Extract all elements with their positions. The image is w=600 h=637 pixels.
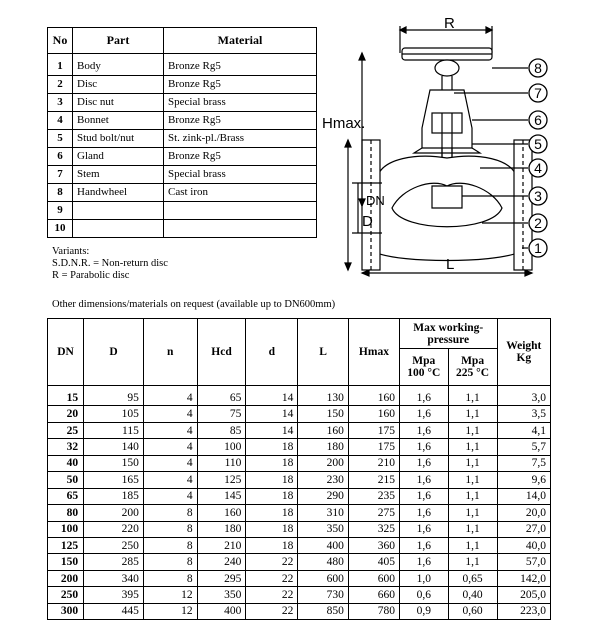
parts-cell-part: Handwheel xyxy=(73,184,164,202)
cell-n: 4 xyxy=(143,406,197,422)
cell-hcd: 145 xyxy=(197,488,246,504)
dimension-row xyxy=(48,570,551,586)
cell-n: 8 xyxy=(143,521,197,537)
r-arrow-right xyxy=(486,27,492,33)
header-mpa-2: Mpa xyxy=(461,355,485,367)
cell-d: 18 xyxy=(246,455,298,471)
cell-hmax: 780 xyxy=(348,603,399,619)
cell-mpa-225: 1,1 xyxy=(448,422,497,438)
parts-header-part: Part xyxy=(73,28,164,54)
cell-l: 230 xyxy=(298,472,349,488)
cell-l: 730 xyxy=(298,587,349,603)
cell-d-outer: 105 xyxy=(84,406,144,422)
parts-cell-material: Bronze Rg5 xyxy=(164,112,317,130)
dimension-row xyxy=(48,422,551,438)
cell-hmax: 600 xyxy=(348,570,399,586)
cell-l: 180 xyxy=(298,439,349,455)
parts-cell-no: 2 xyxy=(48,76,73,94)
header-mpa-1: Mpa xyxy=(412,355,436,367)
parts-cell-material: Bronze Rg5 xyxy=(164,54,317,76)
parts-cell-part: Disc xyxy=(73,76,164,94)
parts-cell-part: Stem xyxy=(73,166,164,184)
cell-mpa-225: 1,1 xyxy=(448,439,497,455)
label-hmax: Hmax. xyxy=(322,115,366,132)
cell-d: 22 xyxy=(246,554,298,570)
cell-hmax: 235 xyxy=(348,488,399,504)
header-temp-225-label: 225 °C xyxy=(456,367,490,379)
cell-hmax: 175 xyxy=(348,439,399,455)
callout-label-2: 2 xyxy=(534,215,542,231)
cell-dn: 300 xyxy=(48,603,84,619)
cell-mpa-225: 1,1 xyxy=(448,521,497,537)
dimension-row xyxy=(48,472,551,488)
cell-dn: 65 xyxy=(48,488,84,504)
cell-d-outer: 445 xyxy=(84,603,144,619)
cell-dn: 20 xyxy=(48,406,84,422)
parts-cell-material: Cast iron xyxy=(164,184,317,202)
r-arrow-left xyxy=(400,27,406,33)
cell-mpa-225: 1,1 xyxy=(448,386,497,406)
header-weight xyxy=(497,319,550,386)
callout-label-3: 3 xyxy=(534,188,542,204)
cell-weight: 205,0 xyxy=(497,587,550,603)
cell-weight: 40,0 xyxy=(497,537,550,553)
cell-d: 22 xyxy=(246,587,298,603)
cell-d-outer: 185 xyxy=(84,488,144,504)
parts-cell-part: Gland xyxy=(73,148,164,166)
cell-hcd: 240 xyxy=(197,554,246,570)
cell-hcd: 180 xyxy=(197,521,246,537)
parts-cell-no: 3 xyxy=(48,94,73,112)
cell-mpa-100: 1,6 xyxy=(399,505,448,521)
cell-dn: 25 xyxy=(48,422,84,438)
parts-cell-part: Stud bolt/nut xyxy=(73,130,164,148)
cell-n: 8 xyxy=(143,505,197,521)
cell-mpa-225: 1,1 xyxy=(448,406,497,422)
cell-d: 18 xyxy=(246,537,298,553)
cell-mpa-100: 0,6 xyxy=(399,587,448,603)
cell-hcd: 400 xyxy=(197,603,246,619)
cell-d-outer: 250 xyxy=(84,537,144,553)
cell-weight: 4,1 xyxy=(497,422,550,438)
cell-n: 4 xyxy=(143,455,197,471)
callout-label-5: 5 xyxy=(534,136,542,152)
callout-label-7: 7 xyxy=(534,85,542,101)
parts-table-body xyxy=(48,54,317,238)
parts-cell-material: Bronze Rg5 xyxy=(164,76,317,94)
dimension-row xyxy=(48,505,551,521)
label-dn: DN xyxy=(366,193,385,208)
cell-mpa-100: 1,6 xyxy=(399,537,448,553)
cell-n: 4 xyxy=(143,472,197,488)
cell-dn: 15 xyxy=(48,386,84,406)
cell-n: 4 xyxy=(143,422,197,438)
parts-header-no: No xyxy=(48,28,73,54)
parts-row xyxy=(48,166,317,184)
cell-d: 14 xyxy=(246,386,298,406)
cell-d: 18 xyxy=(246,505,298,521)
header-temp-100 xyxy=(399,349,448,386)
cell-mpa-100: 1,6 xyxy=(399,488,448,504)
parts-cell-part xyxy=(73,220,164,238)
cell-n: 8 xyxy=(143,537,197,553)
cell-dn: 32 xyxy=(48,439,84,455)
parts-row xyxy=(48,202,317,220)
cell-d: 22 xyxy=(246,570,298,586)
parts-cell-material xyxy=(164,202,317,220)
dimension-row xyxy=(48,488,551,504)
cell-d-outer: 165 xyxy=(84,472,144,488)
cell-hcd: 85 xyxy=(197,422,246,438)
header-pressure-line-1: Max working- xyxy=(413,321,484,334)
parts-cell-material xyxy=(164,220,317,238)
cell-hmax: 660 xyxy=(348,587,399,603)
cell-hcd: 210 xyxy=(197,537,246,553)
cell-l: 480 xyxy=(298,554,349,570)
cell-l: 130 xyxy=(298,386,349,406)
label-d: D xyxy=(362,213,373,230)
cell-mpa-225: 1,1 xyxy=(448,537,497,553)
callout-label-1: 1 xyxy=(534,240,542,256)
dimension-row xyxy=(48,439,551,455)
header-temp-225 xyxy=(448,349,497,386)
parts-cell-material: Special brass xyxy=(164,94,317,112)
parts-row xyxy=(48,76,317,94)
cell-l: 160 xyxy=(298,422,349,438)
cell-l: 290 xyxy=(298,488,349,504)
cell-hmax: 275 xyxy=(348,505,399,521)
cell-d-outer: 395 xyxy=(84,587,144,603)
cell-mpa-100: 1,6 xyxy=(399,406,448,422)
parts-row xyxy=(48,112,317,130)
parts-cell-part: Disc nut xyxy=(73,94,164,112)
parts-cell-no: 5 xyxy=(48,130,73,148)
variants-line-2: R = Parabolic disc xyxy=(52,270,130,281)
cell-l: 850 xyxy=(298,603,349,619)
parts-cell-no: 7 xyxy=(48,166,73,184)
cell-dn: 50 xyxy=(48,472,84,488)
cell-mpa-225: 0,60 xyxy=(448,603,497,619)
cell-hcd: 350 xyxy=(197,587,246,603)
header-temp-100-label: 100 °C xyxy=(407,367,441,379)
header-dn: DN xyxy=(48,319,84,386)
dimension-table xyxy=(47,318,551,620)
cell-hcd: 295 xyxy=(197,570,246,586)
header-weight-line-2: Kg xyxy=(516,352,532,364)
cell-d-outer: 140 xyxy=(84,439,144,455)
header-hcd: Hcd xyxy=(197,319,246,386)
cell-hmax: 405 xyxy=(348,554,399,570)
dimension-row xyxy=(48,406,551,422)
cell-n: 12 xyxy=(143,603,197,619)
valve-diagram xyxy=(322,18,554,280)
cell-d: 18 xyxy=(246,521,298,537)
parts-cell-material: Bronze Rg5 xyxy=(164,148,317,166)
parts-row xyxy=(48,184,317,202)
cell-l: 350 xyxy=(298,521,349,537)
dimension-row xyxy=(48,554,551,570)
cell-weight: 20,0 xyxy=(497,505,550,521)
parts-row xyxy=(48,148,317,166)
cell-d-outer: 220 xyxy=(84,521,144,537)
cell-hcd: 110 xyxy=(197,455,246,471)
parts-row xyxy=(48,220,317,238)
parts-cell-no: 10 xyxy=(48,220,73,238)
cell-mpa-225: 0,40 xyxy=(448,587,497,603)
cell-l: 150 xyxy=(298,406,349,422)
dimension-row xyxy=(48,587,551,603)
cell-mpa-225: 1,1 xyxy=(448,554,497,570)
dimensions-note: Other dimensions/materials on request (available up to DN600mm) xyxy=(52,299,336,310)
parts-cell-part xyxy=(73,202,164,220)
cell-mpa-225: 1,1 xyxy=(448,455,497,471)
cell-d-outer: 115 xyxy=(84,422,144,438)
cell-weight: 9,6 xyxy=(497,472,550,488)
cell-mpa-100: 1,6 xyxy=(399,439,448,455)
dimension-row xyxy=(48,521,551,537)
cell-n: 4 xyxy=(143,488,197,504)
cell-d: 14 xyxy=(246,406,298,422)
cell-weight: 142,0 xyxy=(497,570,550,586)
parts-cell-material: St. zink-pl./Brass xyxy=(164,130,317,148)
parts-cell-no: 8 xyxy=(48,184,73,202)
parts-cell-no: 1 xyxy=(48,54,73,76)
variants-title: Variants: xyxy=(52,246,90,257)
cell-weight: 3,0 xyxy=(497,386,550,406)
cell-weight: 27,0 xyxy=(497,521,550,537)
parts-row xyxy=(48,130,317,148)
cell-n: 4 xyxy=(143,439,197,455)
cell-weight: 5,7 xyxy=(497,439,550,455)
cell-dn: 250 xyxy=(48,587,84,603)
cell-dn: 40 xyxy=(48,455,84,471)
callout-label-4: 4 xyxy=(534,160,542,176)
cell-hcd: 75 xyxy=(197,406,246,422)
parts-cell-no: 6 xyxy=(48,148,73,166)
cell-mpa-225: 0,65 xyxy=(448,570,497,586)
cell-l: 200 xyxy=(298,455,349,471)
cell-dn: 200 xyxy=(48,570,84,586)
cell-mpa-225: 1,1 xyxy=(448,488,497,504)
parts-cell-no: 9 xyxy=(48,202,73,220)
cell-hmax: 160 xyxy=(348,386,399,406)
cell-weight: 14,0 xyxy=(497,488,550,504)
cell-mpa-100: 1,6 xyxy=(399,554,448,570)
cell-mpa-100: 1,6 xyxy=(399,422,448,438)
cell-l: 310 xyxy=(298,505,349,521)
cell-weight: 223,0 xyxy=(497,603,550,619)
cell-l: 400 xyxy=(298,537,349,553)
cell-mpa-225: 1,1 xyxy=(448,472,497,488)
header-pressure-group xyxy=(399,319,497,349)
cell-mpa-100: 1,6 xyxy=(399,521,448,537)
cell-weight: 3,5 xyxy=(497,406,550,422)
header-d-outer: D xyxy=(84,319,144,386)
header-weight-line-1: Weight xyxy=(506,340,542,352)
cell-hmax: 360 xyxy=(348,537,399,553)
cell-mpa-225: 1,1 xyxy=(448,505,497,521)
cell-dn: 125 xyxy=(48,537,84,553)
parts-row xyxy=(48,94,317,112)
cell-n: 8 xyxy=(143,570,197,586)
cell-d: 14 xyxy=(246,422,298,438)
cell-hcd: 100 xyxy=(197,439,246,455)
cell-hmax: 175 xyxy=(348,422,399,438)
cell-hcd: 160 xyxy=(197,505,246,521)
variants-note xyxy=(52,246,168,282)
callout-label-8: 8 xyxy=(534,60,542,76)
cell-hmax: 210 xyxy=(348,455,399,471)
parts-cell-part: Body xyxy=(73,54,164,76)
cell-d: 18 xyxy=(246,488,298,504)
cell-n: 8 xyxy=(143,554,197,570)
cell-d-outer: 340 xyxy=(84,570,144,586)
cell-n: 4 xyxy=(143,386,197,406)
dimension-row xyxy=(48,455,551,471)
label-l: L xyxy=(446,256,455,273)
dimension-row xyxy=(48,603,551,619)
label-r: R xyxy=(444,18,455,32)
cell-mpa-100: 1,6 xyxy=(399,455,448,471)
cell-d-outer: 285 xyxy=(84,554,144,570)
cell-dn: 150 xyxy=(48,554,84,570)
parts-header-material: Material xyxy=(164,28,317,54)
parts-table xyxy=(47,27,317,238)
cell-hcd: 65 xyxy=(197,386,246,406)
cell-weight: 57,0 xyxy=(497,554,550,570)
header-n: n xyxy=(143,319,197,386)
header-l: L xyxy=(298,319,349,386)
cell-n: 12 xyxy=(143,587,197,603)
header-hmax: Hmax xyxy=(348,319,399,386)
cell-l: 600 xyxy=(298,570,349,586)
cell-hmax: 215 xyxy=(348,472,399,488)
dimension-row xyxy=(48,386,551,406)
parts-row xyxy=(48,54,317,76)
header-pressure-line-2: pressure xyxy=(427,333,470,346)
cell-d: 18 xyxy=(246,472,298,488)
variants-line-1: S.D.N.R. = Non-return disc xyxy=(52,258,168,269)
cell-d-outer: 150 xyxy=(84,455,144,471)
cell-dn: 80 xyxy=(48,505,84,521)
parts-cell-material: Special brass xyxy=(164,166,317,184)
cell-d: 18 xyxy=(246,439,298,455)
header-d: d xyxy=(246,319,298,386)
cell-mpa-100: 1,6 xyxy=(399,472,448,488)
cell-mpa-100: 0,9 xyxy=(399,603,448,619)
cell-mpa-100: 1,0 xyxy=(399,570,448,586)
dimension-table-body xyxy=(48,386,551,620)
cell-mpa-100: 1,6 xyxy=(399,386,448,406)
cell-d: 22 xyxy=(246,603,298,619)
cell-d-outer: 95 xyxy=(84,386,144,406)
dimension-row xyxy=(48,537,551,553)
cell-weight: 7,5 xyxy=(497,455,550,471)
parts-cell-no: 4 xyxy=(48,112,73,130)
cell-hmax: 325 xyxy=(348,521,399,537)
cell-d-outer: 200 xyxy=(84,505,144,521)
callout-label-6: 6 xyxy=(534,112,542,128)
cell-hmax: 160 xyxy=(348,406,399,422)
cell-dn: 100 xyxy=(48,521,84,537)
cell-hcd: 125 xyxy=(197,472,246,488)
parts-cell-part: Bonnet xyxy=(73,112,164,130)
